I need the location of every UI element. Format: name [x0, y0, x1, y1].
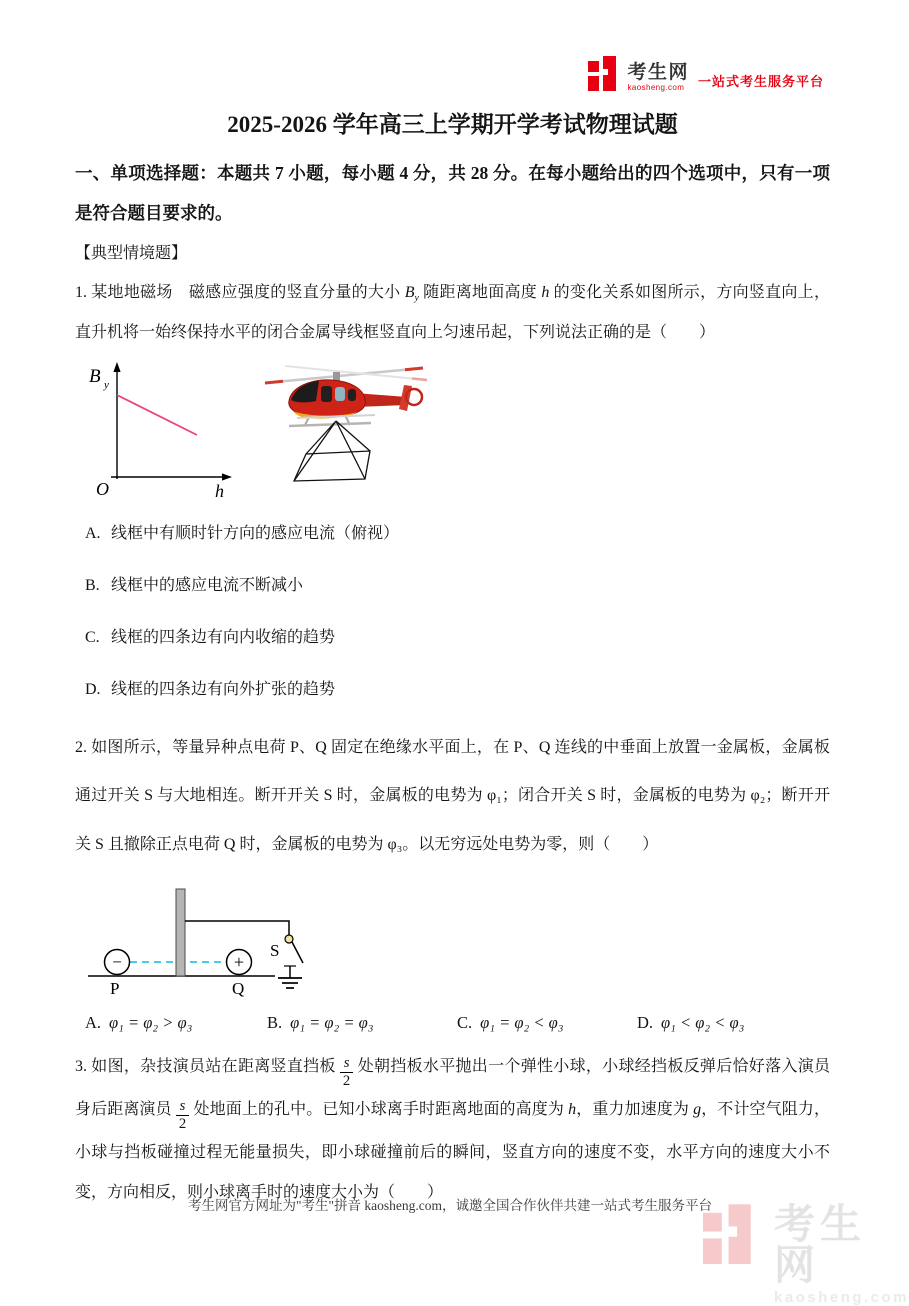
- kaosheng-logo: [588, 56, 824, 92]
- rotor-tip-right: [405, 368, 423, 370]
- q2-option-b-label: B.: [267, 1012, 283, 1032]
- q1-option-d-text: 线框的四条边有向外扩张的趋势: [111, 680, 336, 698]
- q2-option-a-formula: φ₁ = φ₂ > φ₃: [109, 1012, 193, 1032]
- cabin-window-2: [335, 387, 345, 401]
- q2-option-b-formula: φ₁ = φ₂ = φ₃: [290, 1012, 374, 1032]
- q1-option-c: [75, 620, 830, 656]
- helicopter-illustration: [255, 355, 445, 500]
- skid-front: [289, 423, 371, 426]
- q1-option-d: [75, 672, 830, 708]
- logo-name: 考生网: [627, 62, 689, 83]
- label-p: P: [110, 978, 120, 998]
- q1-seg2: 随距离地面高度: [418, 283, 542, 301]
- switch-contact: [285, 935, 293, 943]
- kaosheng-h-icon: [588, 56, 622, 92]
- q2-option-a-label: A.: [85, 1012, 102, 1032]
- q3-seg2: 处朝挡板水平抛出一个弹性小球，小球经挡板反弹后恰好落入演员身后距离演员: [75, 1057, 830, 1118]
- q3-var-g: g: [693, 1100, 702, 1118]
- by-h-graph: [79, 355, 239, 500]
- q3-var-h: h: [568, 1100, 577, 1118]
- cabin-window-3: [348, 389, 356, 401]
- q3-seg4: ，重力加速度为: [576, 1100, 694, 1118]
- cabin-window-1: [321, 386, 332, 402]
- label-s: S: [270, 940, 280, 960]
- question-2-text: 2. 如图所示，等量异种点电荷 P、Q 固定在绝缘水平面上，在 P、Q 连线的中垂面上放置一金属板，金属板通过开关 S 与大地相连。断开开关 S 时，金属板的电势为 φ₁；闭合开关 S 时，金属板的电势为 φ₂；断开开关 S 且撤除正点电荷 Q 时，金属板的电势为 φ₃。以无穷远处电势为零，则（ ）: [75, 738, 830, 854]
- y-axis-label-subscript: y: [104, 378, 109, 391]
- rotor-blade: [265, 368, 423, 383]
- q1-option-b-label: B.: [85, 576, 100, 594]
- q3-fraction-1-numerator: s: [340, 1055, 354, 1073]
- q3-fraction-1: [340, 1055, 354, 1090]
- question-1-options: [75, 516, 830, 708]
- page-title: 2025-2026 学年高三上学期开学考试物理试题: [227, 112, 678, 137]
- q1-option-a-label: A.: [85, 524, 101, 542]
- question-1-text: [75, 273, 830, 353]
- q3-fraction-1-denominator: 2: [342, 1072, 351, 1089]
- question-2-options: [75, 1013, 830, 1033]
- switch-blade: [292, 942, 303, 963]
- footer-text: 考生网官方网址为"考生"拼音 kaosheng.com，诚邀全国合作伙伴共建一站式考生服务平台: [187, 1197, 712, 1213]
- x-axis-label: h: [215, 480, 224, 501]
- q1-option-b: [75, 568, 830, 604]
- watermark-name: 考生网: [774, 1201, 866, 1288]
- q1-seg3: 的变化关系如图所示，方向竖直向上，直升机将一始终保持水平的闭合金属导线框竖直向上匀速吊起，下列说法正确的是（ ）: [75, 283, 830, 341]
- q1-option-d-label: D.: [85, 680, 101, 698]
- q1-option-a: [75, 516, 830, 552]
- kaosheng-watermark: [703, 1201, 909, 1306]
- charge-q-sign: +: [233, 951, 245, 972]
- q2-option-d: [637, 1013, 744, 1033]
- q3-fraction-2-numerator: s: [176, 1098, 190, 1116]
- q2-option-b: [267, 1013, 457, 1033]
- figure-1: [79, 355, 830, 500]
- q2-option-a: [85, 1013, 267, 1033]
- y-axis-arrowhead: [113, 362, 120, 372]
- watermark-domain: kaosheng.com: [774, 1289, 909, 1306]
- q1-var-B: B: [404, 283, 415, 301]
- question-3-text: [75, 1047, 830, 1214]
- metal-plate: [176, 889, 185, 976]
- q1-option-c-label: C.: [85, 628, 100, 646]
- q1-var-h: h: [541, 283, 550, 301]
- q2-option-c: [457, 1013, 637, 1033]
- label-q: Q: [232, 978, 245, 998]
- wire-frame-loop: [294, 421, 370, 481]
- wire-to-switch: [185, 921, 289, 935]
- q3-seg3: 处地面上的孔中。已知小球离手时距离地面的高度为: [193, 1100, 569, 1118]
- logo-domain: kaosheng.com: [627, 83, 685, 92]
- q3-fraction-2: [176, 1098, 190, 1133]
- q3-fraction-2-denominator: 2: [178, 1115, 187, 1132]
- question-type-tag: 【典型情境题】: [75, 244, 188, 262]
- rotor-tip-left: [265, 381, 283, 383]
- q1-seg1: 1. 某地地磁场 磁感应强度的竖直分量的大小: [75, 283, 405, 301]
- q1-option-c-text: 线框的四条边有向内收缩的趋势: [111, 628, 336, 646]
- watermark-h-icon: [703, 1204, 761, 1266]
- origin-label: O: [96, 478, 109, 499]
- charges-plate-diagram: [83, 876, 363, 998]
- y-axis-label: B: [89, 365, 101, 387]
- q1-var-B-subscript: y: [414, 291, 419, 303]
- section-1-header: 一、单项选择题：本题共 7 小题，每小题 4 分，共 28 分。在每小题给出的四个选项中，只有一项是符合题目要求的。: [75, 163, 830, 224]
- logo-text-block: [627, 63, 689, 92]
- logo-slogan: 一站式考生服务平台: [697, 74, 824, 89]
- q2-option-d-formula: φ₁ < φ₂ < φ₃: [661, 1012, 745, 1032]
- q2-option-c-formula: φ₁ = φ₂ < φ₃: [480, 1012, 564, 1032]
- q1-option-b-text: 线框中的感应电流不断减小: [111, 576, 304, 594]
- figure-2: [83, 876, 830, 1003]
- watermark-text-block: [774, 1201, 909, 1306]
- by-curve: [117, 395, 197, 435]
- q2-option-c-label: C.: [457, 1012, 473, 1032]
- charge-p-sign: −: [112, 952, 122, 972]
- q3-seg1: 3. 如图，杂技演员站在距离竖直挡板: [75, 1057, 336, 1075]
- q2-option-d-label: D.: [637, 1012, 654, 1032]
- x-axis-arrowhead: [222, 473, 232, 480]
- q1-option-a-text: 线框中有顺时针方向的感应电流（俯视）: [111, 524, 400, 542]
- q3-seg5: ，不计空气阻力，小球与挡板碰撞过程无能量损失，即小球碰撞前后的瞬间，竖直方向的速度不变，水平方向的速度大小不变，方向相反，则小球离手时的速度大小为（ ）: [75, 1100, 830, 1202]
- rotor-tip-2: [412, 378, 427, 380]
